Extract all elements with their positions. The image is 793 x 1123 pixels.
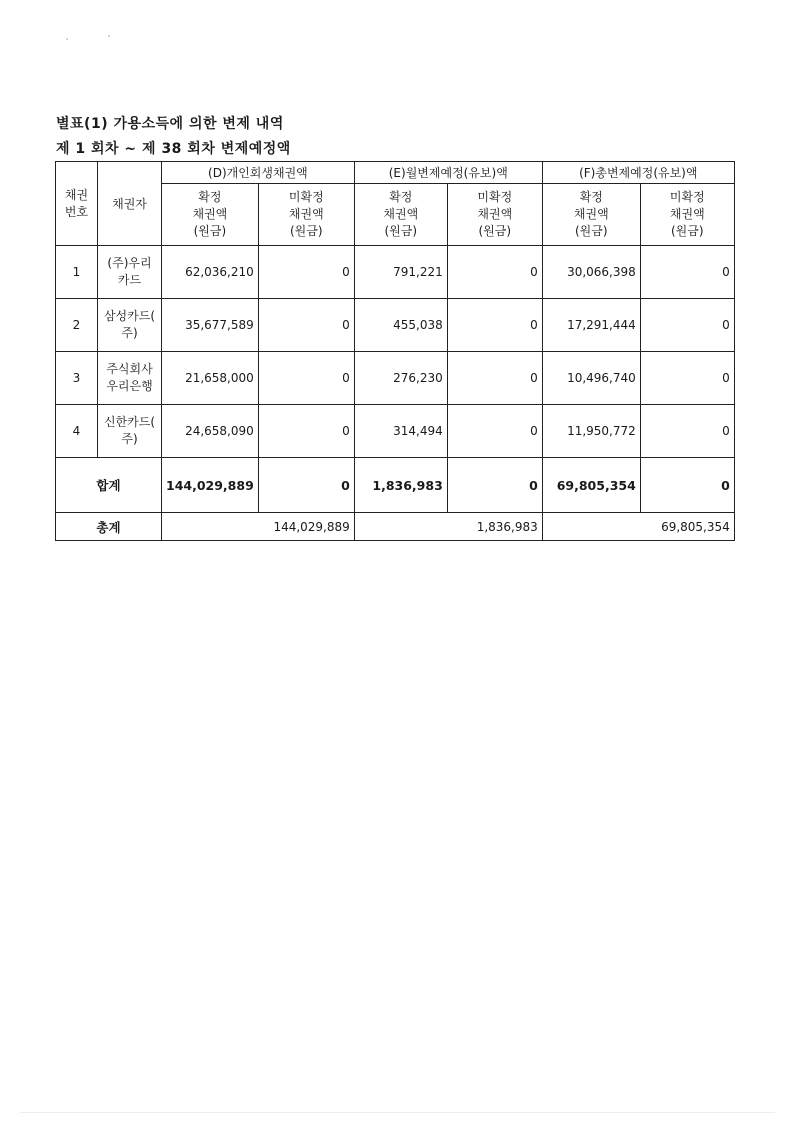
- header-e-unconfirmed: 미확정 채권액 (원금): [447, 184, 542, 246]
- header-d-confirmed: 확정 채권액 (원금): [162, 184, 259, 246]
- header-e-confirmed: 확정 채권액 (원금): [354, 184, 447, 246]
- row-creditor: (주)우리 카드: [98, 246, 162, 299]
- repayment-table: [55, 161, 735, 541]
- subtotal-d-confirmed: 144,029,889: [162, 458, 259, 513]
- row-d-unconfirmed: 0: [258, 405, 354, 458]
- row-e-unconfirmed: 0: [447, 246, 542, 299]
- header-row-groups: [56, 162, 735, 184]
- row-d-confirmed: 62,036,210: [162, 246, 259, 299]
- row-e-unconfirmed: 0: [447, 405, 542, 458]
- row-e-confirmed: 455,038: [354, 299, 447, 352]
- scan-edge: [20, 1112, 775, 1113]
- document-title: 별표(1) 가용소득에 의한 변제 내역: [56, 116, 284, 132]
- header-group-e: (E)월변제예정(유보)액: [354, 162, 542, 184]
- scan-speck: [66, 38, 68, 40]
- total-d: 144,029,889: [162, 513, 355, 541]
- scan-speck: [108, 35, 110, 37]
- subtotal-label: 합계: [56, 458, 162, 513]
- total-f: 69,805,354: [542, 513, 734, 541]
- row-d-confirmed: 21,658,000: [162, 352, 259, 405]
- table-row: [56, 299, 735, 352]
- row-e-confirmed: 791,221: [354, 246, 447, 299]
- row-no: 1: [56, 246, 98, 299]
- table-row: [56, 246, 735, 299]
- row-d-unconfirmed: 0: [258, 246, 354, 299]
- subtotal-row: [56, 458, 735, 513]
- row-e-confirmed: 314,494: [354, 405, 447, 458]
- table-row: [56, 352, 735, 405]
- row-f-unconfirmed: 0: [640, 246, 734, 299]
- row-no: 2: [56, 299, 98, 352]
- header-d-unconfirmed: 미확정 채권액 (원금): [258, 184, 354, 246]
- row-no: 4: [56, 405, 98, 458]
- subtotal-e-unconfirmed: 0: [447, 458, 542, 513]
- header-creditor-no: 채권 번호: [56, 162, 98, 246]
- subtotal-d-unconfirmed: 0: [258, 458, 354, 513]
- total-e: 1,836,983: [354, 513, 542, 541]
- row-d-unconfirmed: 0: [258, 299, 354, 352]
- row-d-confirmed: 35,677,589: [162, 299, 259, 352]
- header-f-confirmed: 확정 채권액 (원금): [542, 184, 640, 246]
- row-f-confirmed: 17,291,444: [542, 299, 640, 352]
- row-e-unconfirmed: 0: [447, 352, 542, 405]
- header-group-f: (F)총변제예정(유보)액: [542, 162, 734, 184]
- row-creditor: 신한카드( 주): [98, 405, 162, 458]
- row-d-confirmed: 24,658,090: [162, 405, 259, 458]
- subtotal-f-confirmed: 69,805,354: [542, 458, 640, 513]
- subtotal-e-confirmed: 1,836,983: [354, 458, 447, 513]
- subtotal-f-unconfirmed: 0: [640, 458, 734, 513]
- document-subtitle: 제 1 회차 ~ 제 38 회차 변제예정액: [56, 141, 291, 157]
- table-row: [56, 405, 735, 458]
- total-label: 총계: [56, 513, 162, 541]
- total-row: [56, 513, 735, 541]
- row-no: 3: [56, 352, 98, 405]
- row-f-confirmed: 30,066,398: [542, 246, 640, 299]
- header-creditor: 채권자: [98, 162, 162, 246]
- row-f-unconfirmed: 0: [640, 352, 734, 405]
- header-f-unconfirmed: 미확정 채권액 (원금): [640, 184, 734, 246]
- row-creditor: 주식회사 우리은행: [98, 352, 162, 405]
- row-creditor: 삼성카드( 주): [98, 299, 162, 352]
- row-f-unconfirmed: 0: [640, 405, 734, 458]
- row-f-confirmed: 11,950,772: [542, 405, 640, 458]
- row-f-confirmed: 10,496,740: [542, 352, 640, 405]
- row-f-unconfirmed: 0: [640, 299, 734, 352]
- row-e-unconfirmed: 0: [447, 299, 542, 352]
- row-d-unconfirmed: 0: [258, 352, 354, 405]
- header-group-d: (D)개인회생채권액: [162, 162, 355, 184]
- row-e-confirmed: 276,230: [354, 352, 447, 405]
